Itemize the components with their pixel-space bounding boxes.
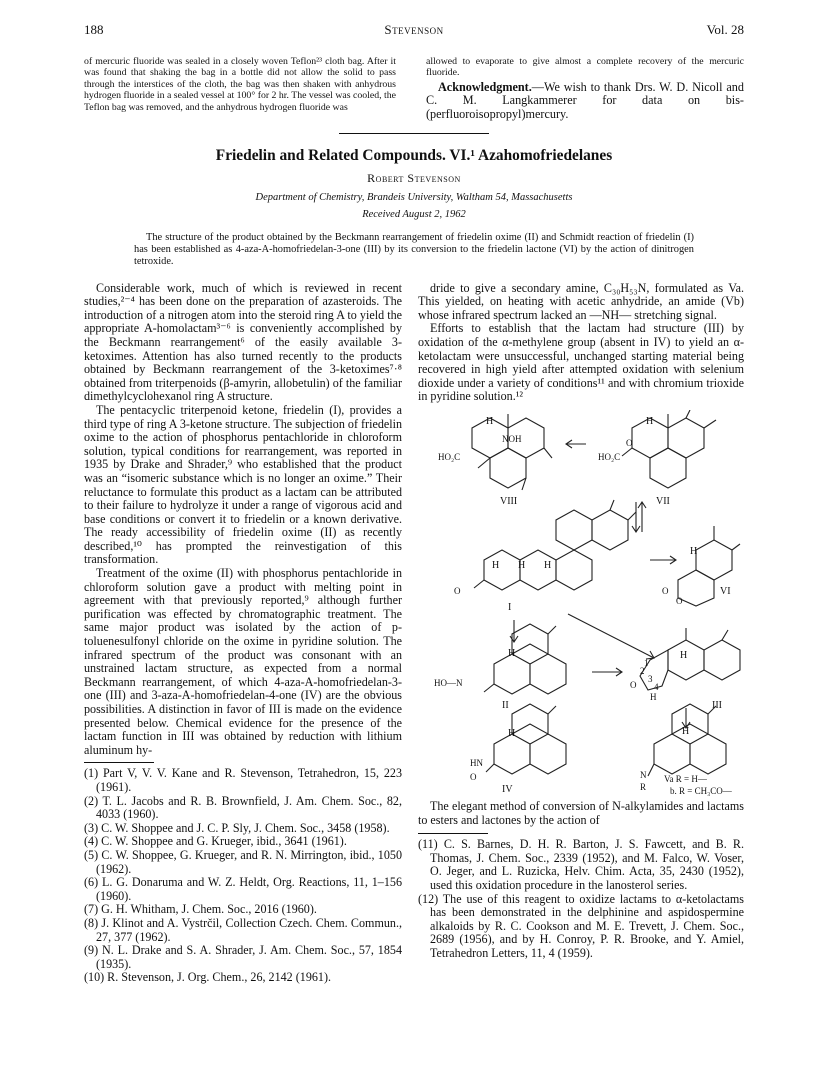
footnote: (2) T. L. Jacobs and R. B. Brownfield, J. Am. Chem. Soc., 82, 4033 (1960). <box>84 793 402 822</box>
arrow-i-to-iii <box>568 614 654 659</box>
equilibrium-arrow <box>632 502 646 532</box>
footnote: (11) C. S. Barnes, D. H. R. Barton, J. S. Fawcett, and B. R. Thomas, J. Chem. Soc., 2339 (1952), and M. Falco, W. Voser, O. Jeger, and L. Ruzicka, Helv. Chim. Acta, 35, 2430 (1952), used this oxidation procedure in the lanosterol series. <box>418 837 744 892</box>
structure-viii <box>472 414 552 490</box>
compound-label-viii: VIII <box>500 495 518 507</box>
compound-label-va: Va R = H— <box>664 773 707 784</box>
acknowledgment-heading: Acknowledgment. <box>438 79 532 94</box>
continuation-text <box>418 800 744 827</box>
structure-ii <box>484 624 566 694</box>
received-date: Received August 2, 1962 <box>362 208 466 220</box>
acknowledgment <box>426 81 744 122</box>
label-h: H <box>690 545 698 557</box>
label-h: H <box>508 727 516 739</box>
journal-page <box>84 22 744 985</box>
body-paragraph: dride to give a secondary amine, C₃₀H₅₃N, formulated as Va. This yielded, on heating with acetic anhydride, an amide (Vb) whose infrared spectrum lacked an —NH— stretching signal. <box>418 280 744 322</box>
article-author: Robert Stevenson <box>367 170 461 185</box>
article-title: Friedelin and Related Compounds. VI.¹ Azahomofriedelanes <box>215 146 613 164</box>
footnote-divider <box>84 762 154 763</box>
label-h: H <box>646 415 654 427</box>
label-h: H <box>486 415 494 427</box>
previous-article-right-text: allowed to evaporate to give almost a complete recovery of the mercuric fluoride. <box>426 56 744 79</box>
compound-label-vi: VI <box>720 585 731 597</box>
previous-article-left-text: of mercuric fluoride was sealed in a closely woven Teflon²³ cloth bag. After it was found that shaking the bag in a bottle did not allow the solid to pass through the interstices of the cloth, the bag was then shaken with anhydrous hydrogen fluoride in a sealed vessel at 100° for 2 hr. The vessel was cooled, the Teflon bag was removed, and the anhydrous hydrogen fluoride was <box>84 56 396 113</box>
acknowledgment-text: —We wish to thank Drs. W. D. Nicoll and C. M. Langkammerer for data on bis-(perfluoroisopropyl)mercury. <box>426 79 744 121</box>
label-o: O <box>630 679 637 690</box>
reaction-scheme <box>418 410 744 800</box>
section-divider <box>339 133 489 134</box>
footnote: (5) C. W. Shoppee, G. Krueger, and R. N. Mirrington, ibid., 1050 (1962). <box>84 847 402 876</box>
label-o: O <box>676 595 683 606</box>
arrow-i-to-vi <box>650 556 676 564</box>
body-paragraph: The elegant method of conversion of N-alkylamides and lactams to esters and lactones by the action of <box>418 798 744 827</box>
compound-label-i: I <box>508 601 512 613</box>
structure-iii <box>640 628 740 690</box>
left-column <box>84 282 402 985</box>
label-hn: HN <box>470 757 483 768</box>
author-affiliation: Department of Chemistry, Brandeis University, Waltham 54, Massachusetts <box>255 191 573 203</box>
label-num-1: 1 <box>644 657 649 668</box>
footnote: (10) R. Stevenson, J. Org. Chem., 26, 2142 (1961). <box>84 970 332 985</box>
footnote: (9) N. L. Drake and S. A. Shrader, J. Am. Chem. Soc., 57, 1854 (1935). <box>84 943 402 971</box>
right-column <box>418 282 744 985</box>
body-paragraph: Treatment of the oxime (II) with phosphorus pentachloride in chloroform solution gave a product with melting point in agreement with that previously reported,⁹ although further purification was effected by chromatographic treatment. The same major product was isolated by the action of p-toluenesulfonyl chloride on the oxime in pyridine solution. The infrared spectrum of the product was consonant with an unstrained lactam structure, as expected from a normal Beckmann rearrangement, of which 4-aza-A-homofriedelan-3-one (III) and 3-aza-A-homofriedelan-4-one (IV) are the obvious possibilities. A distinction in favor of III is made on the evidence presented below. Chemical evidence for the presence of the lactam function in III was obtained by reduction with lithium aluminum hy- <box>84 566 402 757</box>
footnote: (3) C. W. Shoppee and J. C. P. Sly, J. Chem. Soc., 3458 (1958). <box>84 820 390 835</box>
label-o: O <box>454 585 461 596</box>
compound-label-vb: b. R = CH₃CO— <box>670 785 732 796</box>
abstract: The structure of the product obtained by the Beckmann rearrangement of friedelin oxime (II) and Schmidt reaction of friedelin (I) has been established as 4-aza-A-homofriedelan-3-one (III) by its conversion to the friedelin lactone (VI) by the action of dinitrogen tetroxide. <box>134 231 694 267</box>
label-hon: HO—N <box>434 677 463 688</box>
label-n: N <box>640 769 647 780</box>
compound-label-ii: II <box>502 699 509 711</box>
label-num-3: 3 <box>648 673 653 684</box>
label-h: H <box>650 691 657 702</box>
volume-label: Vol. 28 <box>706 22 744 37</box>
page-number: 188 <box>84 22 104 37</box>
label-o: O <box>626 437 633 448</box>
footnote: (1) Part V, V. V. Kane and R. Stevenson, Tetrahedron, 15, 223 (1961). <box>84 766 402 794</box>
label-h: H <box>680 649 688 661</box>
footnote: (8) J. Klinot and A. Vystrčil, Collection Czech. Chem. Commun., 27, 377 (1962). <box>84 915 402 944</box>
previous-article-right <box>426 56 744 122</box>
label-r: R <box>640 781 647 792</box>
label-h: H <box>492 559 500 571</box>
structure-vi <box>678 526 740 606</box>
compound-label-vii: VII <box>656 495 670 507</box>
footnote: (4) C. W. Shoppee and G. Krueger, ibid., 3641 (1961). <box>84 834 347 849</box>
label-noh: NOH <box>502 433 522 444</box>
label-ho2c: HO₂C <box>598 451 621 462</box>
arrow-vii-to-viii <box>566 440 586 448</box>
body-paragraph: The pentacyclic triterpenoid ketone, friedelin (I), provides a third type of ring A 3-ketone structure. The subjection of friedelin oxime to the action of phosphorus pentachloride in chloroform solution, typical conditions for rearrangement, was reported in 1935 by Drake and Shrader,⁹ who established that the product was an “isomeric substance which is no longer an oxime.” Their reluctance to formulate this product as a lactam can be attributed to their failure to hydrolyze it under a range of vigorous acid and base conditions or convert it to friedelin or a known derivative. The ready accessibility of friedelin oxime (II) as recently described,¹⁰ has prompted the reinvestigation of this transformation. <box>84 402 402 567</box>
reaction-scheme-drawing <box>418 410 744 800</box>
label-h: H <box>508 647 516 659</box>
footnote: (7) G. H. Whitham, J. Chem. Soc., 2016 (1960). <box>84 902 317 917</box>
structure-iv <box>486 704 566 774</box>
previous-article-ending <box>84 56 744 122</box>
label-num-4: 4 <box>654 681 659 692</box>
structure-v <box>648 704 726 776</box>
right-footnotes <box>418 833 744 960</box>
structure-vii <box>622 410 716 488</box>
footnote: (12) The use of this reagent to oxidize lactams to α-ketolactams has been demonstrated in the delphinine and aspidospermine alkaloids by R. C. Cookson and M. E. Trevett, J. Chem. Soc., 2689 (1956), and by H. Conroy, P. R. Brooke, and Y. Amiel, Tetrahedron Letters, 11, 4 (1959). <box>418 891 744 960</box>
label-h: H <box>518 559 526 571</box>
body-paragraph: Efforts to establish that the lactam had structure (III) by oxidation of the α-methylene group (absent in IV) to yield an α-ketolactam were unsuccessful, unchanged starting material being recovered in high yield after attempted oxidation with selenium dioxide under a variety of conditions¹¹ and with chromium trioxide in pyridine solution.¹² <box>418 321 744 404</box>
body-paragraph: Considerable work, much of which is reviewed in recent studies,²⁻⁴ has been done on the preparation of azasteroids. The introduction of a nitrogen atom into the steroid ring A to yield the appropriate A-homolactam³⁻⁶ is conveniently accomplished by the Beckmann rearrangement⁶ of the easily available 3-ketoximes. Attention has also turned recently to the products obtained by Beckmann rearrangement of the 3-ketoximes⁷·⁸ obtained from triterpenoids (β-amyrin, allobetulin) of the familiar dimethylcyclohexanol ring A structure. <box>84 280 402 404</box>
label-o: O <box>662 585 669 596</box>
compound-label-iii: III <box>712 699 722 711</box>
label-h: H <box>682 725 690 737</box>
footnote: (6) L. G. Donaruma and W. Z. Heldt, Org. Reactions, 11, 1–156 (1960). <box>84 875 402 903</box>
label-num-2: 2 <box>640 665 645 676</box>
running-header <box>84 22 744 40</box>
footnote-divider <box>418 833 488 834</box>
article-body <box>84 282 744 985</box>
label-h: H <box>544 559 552 571</box>
structure-i <box>474 500 636 590</box>
compound-label-iv: IV <box>502 783 513 795</box>
running-head-author: Stevenson <box>384 22 444 37</box>
label-ho2c: HO₂C <box>438 451 461 462</box>
label-o: O <box>470 771 477 782</box>
arrow-ii-to-iii <box>592 668 622 676</box>
